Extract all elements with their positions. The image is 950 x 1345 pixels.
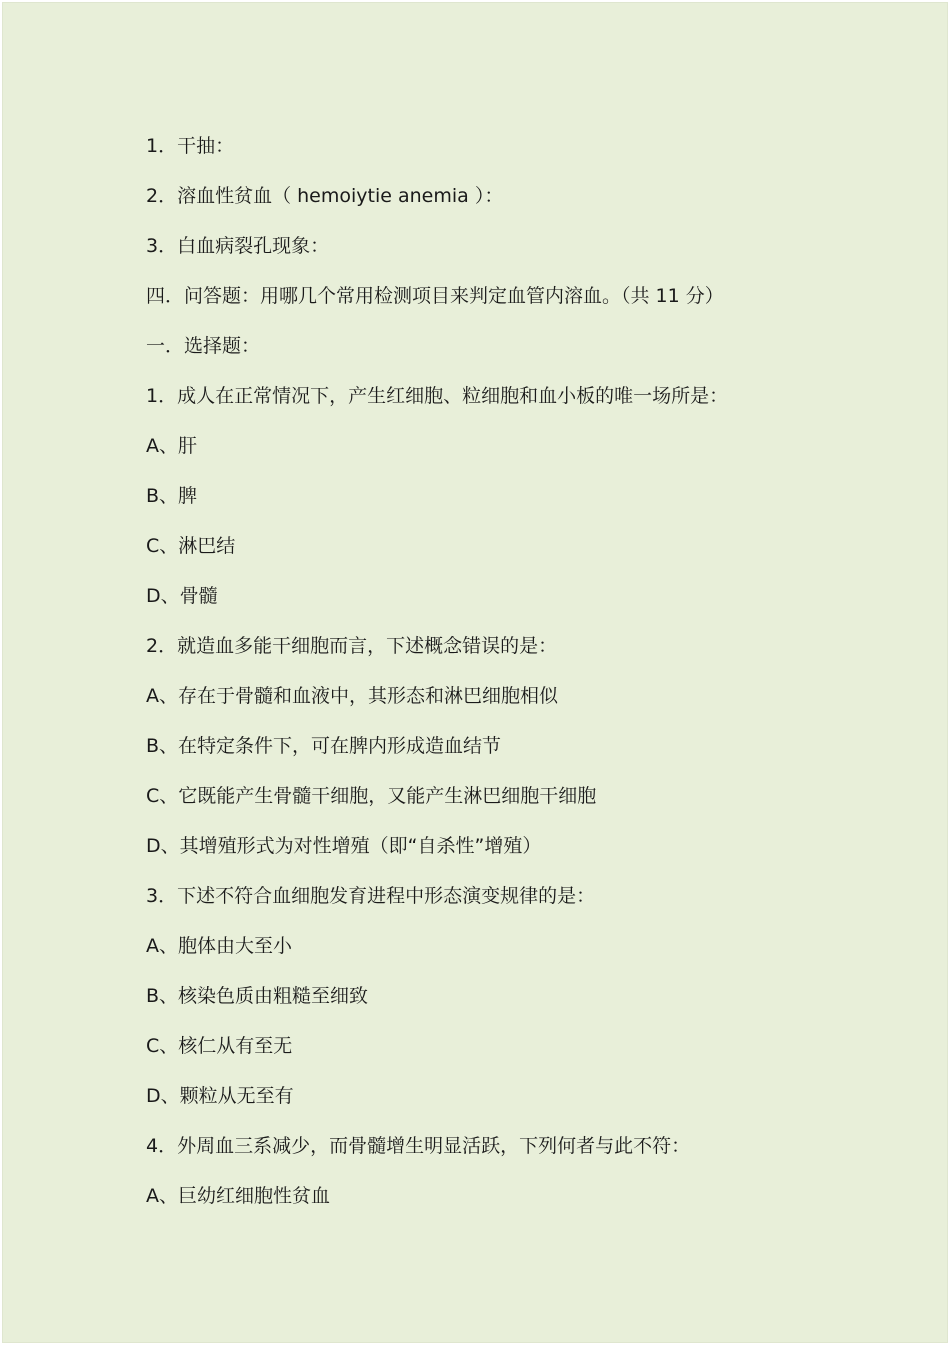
choice-q2-option-b: B、在特定条件下，可在脾内形成造血结节 [146, 735, 502, 757]
question-leukemic-hiatus: 3．白血病裂孔现象： [146, 235, 330, 257]
document-page [2, 2, 948, 1343]
choice-q1-option-a: A、肝 [146, 435, 197, 457]
document-content [146, 128, 846, 1228]
choice-question-2: 2．就造血多能干细胞而言，下述概念错误的是： [146, 635, 558, 657]
choice-question-1: 1．成人在正常情况下，产生红细胞、粒细胞和血小板的唯一场所是： [146, 385, 729, 407]
choice-q4-option-a: A、巨幼红细胞性贫血 [146, 1185, 330, 1207]
choice-q3-option-b: B、核染色质由粗糙至细致 [146, 985, 369, 1007]
choice-q2-option-c: C、它既能产生骨髓干细胞，又能产生淋巴细胞干细胞 [146, 785, 597, 807]
choice-q1-option-c: C、淋巴结 [146, 535, 236, 557]
choice-q3-option-c: C、核仁从有至无 [146, 1035, 293, 1057]
choice-q2-option-d: D、其增殖形式为对性增殖（即“自杀性”增殖） [146, 835, 542, 857]
choice-q3-option-a: A、胞体由大至小 [146, 935, 292, 957]
question-dry-tap: 1．干抽： [146, 135, 235, 157]
choice-q3-option-d: D、颗粒从无至有 [146, 1085, 294, 1107]
choice-q2-option-a: A、存在于骨髓和血液中，其形态和淋巴细胞相似 [146, 685, 558, 707]
question-hemolytic-anemia: 2．溶血性贫血（ hemoiytie anemia ）： [146, 185, 504, 207]
choice-q1-option-d: D、骨髓 [146, 585, 218, 607]
section-essay-question: 四．问答题：用哪几个常用检测项目来判定血管内溶血。（共 11 分） [146, 285, 724, 307]
choice-question-4: 4．外周血三系减少，而骨髓增生明显活跃，下列何者与此不符： [146, 1135, 691, 1157]
choice-question-3: 3．下述不符合血细胞发育进程中形态演变规律的是： [146, 885, 596, 907]
section-choice-heading: 一．选择题： [146, 335, 261, 357]
choice-q1-option-b: B、脾 [146, 485, 198, 507]
